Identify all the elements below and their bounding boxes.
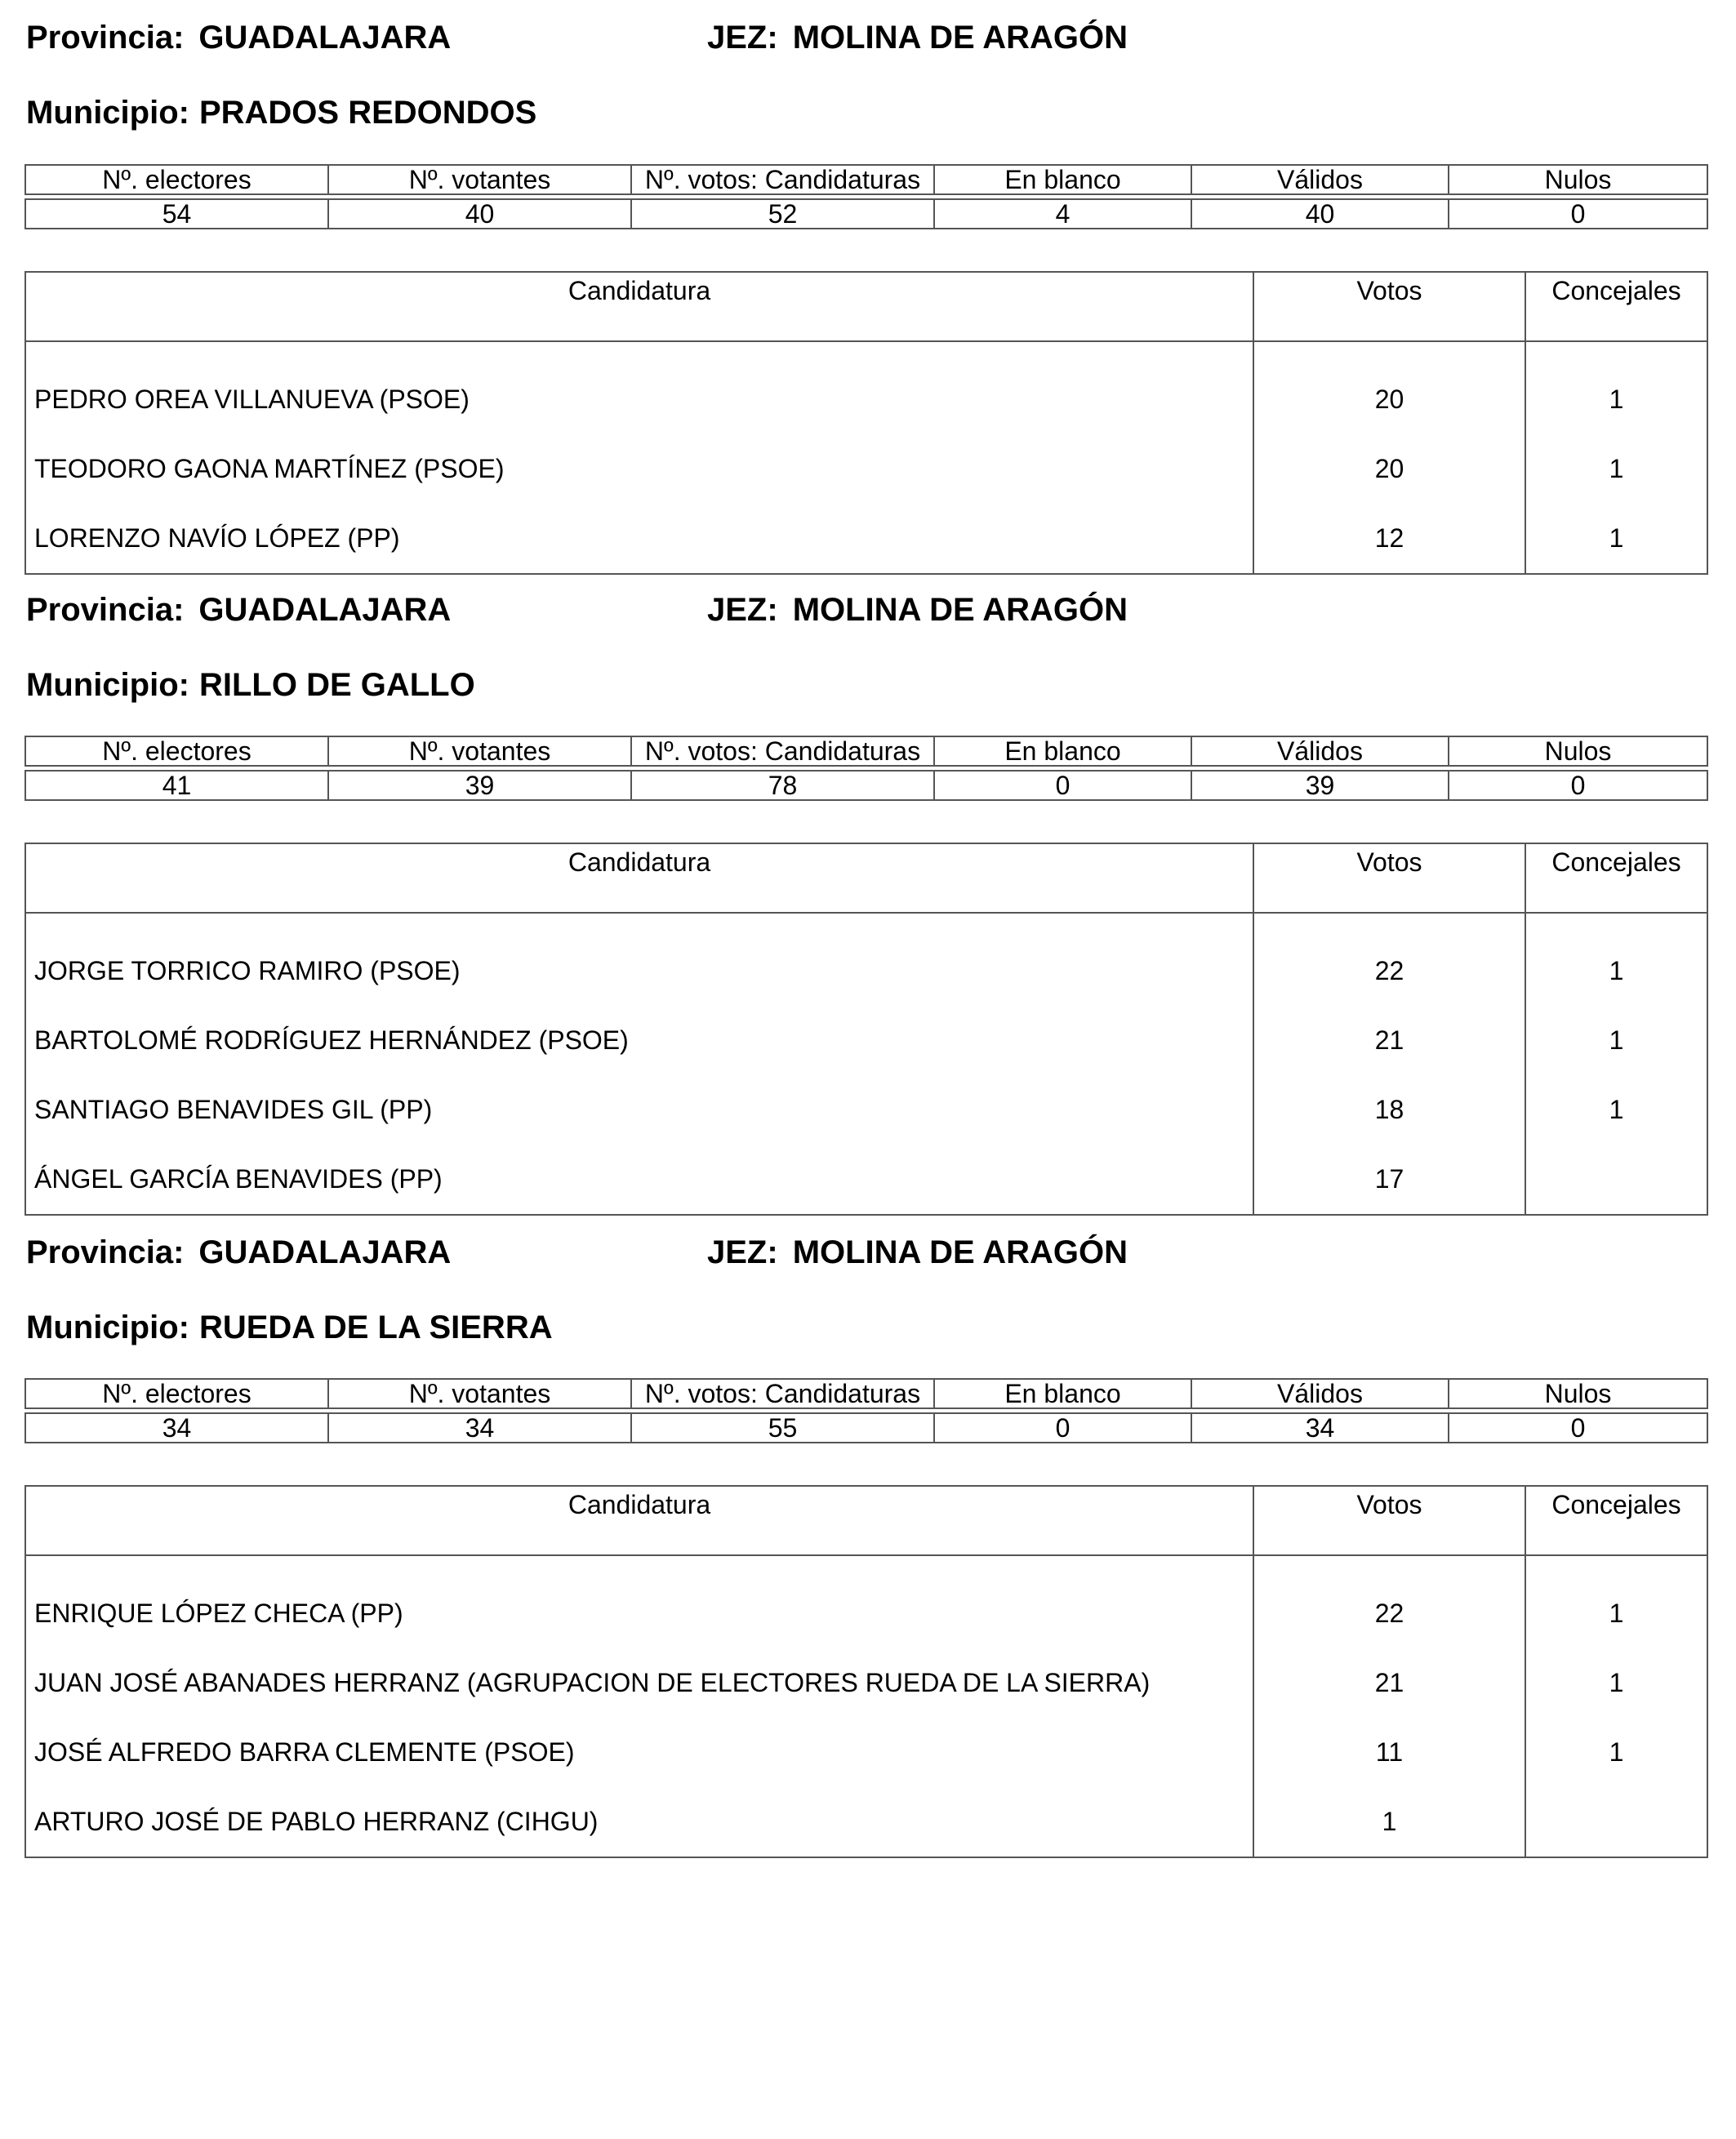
provincia-label: Provincia: bbox=[26, 20, 185, 56]
provincia-line bbox=[26, 21, 451, 54]
candidate-votes: 21 bbox=[1253, 1006, 1525, 1075]
jez-label: JEZ: bbox=[707, 20, 778, 56]
concejales-header: Concejales bbox=[1525, 843, 1707, 913]
municipio-value: PRADOS REDONDOS bbox=[198, 95, 537, 131]
stats-value-cell: 34 bbox=[328, 1413, 631, 1443]
provincia-line bbox=[26, 1236, 451, 1269]
stats-header-cell: En blanco bbox=[934, 736, 1191, 766]
candidate-votes: 20 bbox=[1253, 434, 1525, 504]
stats-value-cell: 52 bbox=[631, 199, 934, 229]
municipio-label: Municipio: bbox=[26, 1310, 189, 1345]
candidate-votes: 18 bbox=[1253, 1075, 1525, 1145]
stats-value-cell: 4 bbox=[934, 199, 1191, 229]
stats-header-cell: Nº. votantes bbox=[328, 736, 631, 766]
candidate-votes: 1 bbox=[1253, 1787, 1525, 1857]
stats-value-cell: 0 bbox=[1449, 199, 1707, 229]
stats-table bbox=[24, 736, 1708, 801]
candidate-votes: 21 bbox=[1253, 1648, 1525, 1718]
municipio-block-3 bbox=[24, 1236, 1707, 1840]
stats-value-cell: 54 bbox=[25, 199, 328, 229]
jez-line bbox=[707, 594, 1128, 626]
stats-header-cell: Nº. votos: Candidaturas bbox=[631, 736, 934, 766]
candidate-name: PEDRO OREA VILLANUEVA (PSOE) bbox=[34, 385, 470, 414]
candidate-name: TEODORO GAONA MARTÍNEZ (PSOE) bbox=[34, 454, 505, 483]
candidates-header-row bbox=[25, 843, 1707, 913]
stats-header-cell: Válidos bbox=[1191, 736, 1449, 766]
stats-value-row bbox=[25, 1413, 1707, 1443]
candidate-votes: 20 bbox=[1253, 341, 1525, 434]
jez-line bbox=[707, 1236, 1128, 1269]
stats-value-cell: 40 bbox=[1191, 199, 1449, 229]
stats-value-cell: 78 bbox=[631, 771, 934, 800]
candidate-councillors: 1 bbox=[1525, 504, 1707, 574]
stats-header-cell: Nº. electores bbox=[25, 1379, 328, 1408]
provincia-label: Provincia: bbox=[26, 1234, 185, 1270]
candidate-votes: 17 bbox=[1253, 1145, 1525, 1215]
candidate-name: ÁNGEL GARCÍA BENAVIDES (PP) bbox=[34, 1164, 443, 1194]
candidate-row bbox=[25, 1006, 1707, 1075]
candidates-table bbox=[24, 843, 1708, 1216]
stats-value-cell: 0 bbox=[1449, 1413, 1707, 1443]
candidate-votes: 22 bbox=[1253, 913, 1525, 1006]
stats-value-cell: 39 bbox=[328, 771, 631, 800]
municipio-value: RILLO DE GALLO bbox=[198, 667, 475, 703]
candidate-row bbox=[25, 1555, 1707, 1648]
stats-value-cell: 41 bbox=[25, 771, 328, 800]
stats-value-cell: 55 bbox=[631, 1413, 934, 1443]
candidates-header-row bbox=[25, 272, 1707, 341]
candidates-header-row bbox=[25, 1486, 1707, 1555]
municipio-line bbox=[26, 1311, 553, 1344]
candidates-table bbox=[24, 1485, 1708, 1858]
jez-value: MOLINA DE ARAGÓN bbox=[792, 20, 1128, 56]
candidate-name: ARTURO JOSÉ DE PABLO HERRANZ (CIHGU) bbox=[34, 1807, 599, 1836]
candidate-row bbox=[25, 1787, 1707, 1857]
candidate-councillors: 1 bbox=[1525, 341, 1707, 434]
stats-value-cell: 34 bbox=[1191, 1413, 1449, 1443]
municipio-label: Municipio: bbox=[26, 95, 189, 131]
stats-value-cell: 40 bbox=[328, 199, 631, 229]
stats-header-cell: En blanco bbox=[934, 165, 1191, 194]
stats-header-cell: Nº. votos: Candidaturas bbox=[631, 1379, 934, 1408]
stats-table bbox=[24, 1378, 1708, 1443]
stats-header-row bbox=[25, 1379, 1707, 1408]
stats-header-cell: Nº. electores bbox=[25, 165, 328, 194]
stats-header-row bbox=[25, 736, 1707, 766]
candidate-councillors: 1 bbox=[1525, 1718, 1707, 1787]
jez-value: MOLINA DE ARAGÓN bbox=[792, 1234, 1128, 1270]
candidatura-header: Candidatura bbox=[25, 1486, 1253, 1555]
candidate-row bbox=[25, 1075, 1707, 1145]
candidate-name: JORGE TORRICO RAMIRO (PSOE) bbox=[34, 956, 461, 985]
municipio-block-1 bbox=[24, 21, 1707, 552]
stats-value-cell: 0 bbox=[934, 1413, 1191, 1443]
candidate-councillors: 1 bbox=[1525, 434, 1707, 504]
candidate-row bbox=[25, 1718, 1707, 1787]
candidate-row bbox=[25, 434, 1707, 504]
municipio-value: RUEDA DE LA SIERRA bbox=[198, 1310, 553, 1345]
candidate-name: JOSÉ ALFREDO BARRA CLEMENTE (PSOE) bbox=[34, 1737, 575, 1767]
votos-header: Votos bbox=[1253, 843, 1525, 913]
candidatura-header: Candidatura bbox=[25, 272, 1253, 341]
candidate-row bbox=[25, 341, 1707, 434]
jez-value: MOLINA DE ARAGÓN bbox=[792, 592, 1128, 628]
stats-value-cell: 0 bbox=[934, 771, 1191, 800]
concejales-header: Concejales bbox=[1525, 272, 1707, 341]
candidate-councillors: 1 bbox=[1525, 1006, 1707, 1075]
jez-line bbox=[707, 21, 1128, 54]
candidate-votes: 11 bbox=[1253, 1718, 1525, 1787]
candidate-row bbox=[25, 1145, 1707, 1215]
concejales-header: Concejales bbox=[1525, 1486, 1707, 1555]
municipio-line bbox=[26, 96, 536, 129]
candidate-councillors bbox=[1525, 1145, 1707, 1215]
provincia-value: GUADALAJARA bbox=[198, 20, 452, 56]
provincia-value: GUADALAJARA bbox=[198, 592, 452, 628]
candidate-name: JUAN JOSÉ ABANADES HERRANZ (AGRUPACION DE ELECTORES RUEDA DE LA SIERRA) bbox=[34, 1668, 1151, 1697]
municipio-block-2 bbox=[24, 594, 1707, 1198]
stats-header-cell: Válidos bbox=[1191, 165, 1449, 194]
stats-value-row bbox=[25, 771, 1707, 800]
stats-header-cell: Nº. electores bbox=[25, 736, 328, 766]
candidate-row bbox=[25, 913, 1707, 1006]
stats-value-cell: 39 bbox=[1191, 771, 1449, 800]
provincia-line bbox=[26, 594, 451, 626]
stats-header-cell: Nº. votantes bbox=[328, 165, 631, 194]
stats-header-cell: En blanco bbox=[934, 1379, 1191, 1408]
candidate-votes: 22 bbox=[1253, 1555, 1525, 1648]
candidate-councillors: 1 bbox=[1525, 1555, 1707, 1648]
provincia-label: Provincia: bbox=[26, 592, 185, 628]
stats-header-cell: Nº. votantes bbox=[328, 1379, 631, 1408]
stats-header-cell: Nº. votos: Candidaturas bbox=[631, 165, 934, 194]
stats-header-cell: Válidos bbox=[1191, 1379, 1449, 1408]
stats-value-cell: 34 bbox=[25, 1413, 328, 1443]
stats-value-row bbox=[25, 199, 1707, 229]
candidatura-header: Candidatura bbox=[25, 843, 1253, 913]
candidate-councillors: 1 bbox=[1525, 1075, 1707, 1145]
stats-header-row bbox=[25, 165, 1707, 194]
jez-label: JEZ: bbox=[707, 592, 778, 628]
votos-header: Votos bbox=[1253, 1486, 1525, 1555]
municipio-line bbox=[26, 669, 475, 701]
municipio-label: Municipio: bbox=[26, 667, 189, 703]
stats-header-cell: Nulos bbox=[1449, 165, 1707, 194]
candidate-councillors: 1 bbox=[1525, 913, 1707, 1006]
stats-value-cell: 0 bbox=[1449, 771, 1707, 800]
candidate-row bbox=[25, 1648, 1707, 1718]
candidate-name: BARTOLOMÉ RODRÍGUEZ HERNÁNDEZ (PSOE) bbox=[34, 1025, 629, 1055]
candidate-councillors bbox=[1525, 1787, 1707, 1857]
candidate-name: LORENZO NAVÍO LÓPEZ (PP) bbox=[34, 523, 400, 553]
candidate-name: ENRIQUE LÓPEZ CHECA (PP) bbox=[34, 1599, 403, 1628]
stats-header-cell: Nulos bbox=[1449, 736, 1707, 766]
provincia-value: GUADALAJARA bbox=[198, 1234, 452, 1270]
candidates-table bbox=[24, 271, 1708, 575]
votos-header: Votos bbox=[1253, 272, 1525, 341]
candidate-row bbox=[25, 504, 1707, 574]
candidate-votes: 12 bbox=[1253, 504, 1525, 574]
stats-table bbox=[24, 164, 1708, 229]
jez-label: JEZ: bbox=[707, 1234, 778, 1270]
candidate-councillors: 1 bbox=[1525, 1648, 1707, 1718]
candidate-name: SANTIAGO BENAVIDES GIL (PP) bbox=[34, 1095, 433, 1124]
stats-header-cell: Nulos bbox=[1449, 1379, 1707, 1408]
